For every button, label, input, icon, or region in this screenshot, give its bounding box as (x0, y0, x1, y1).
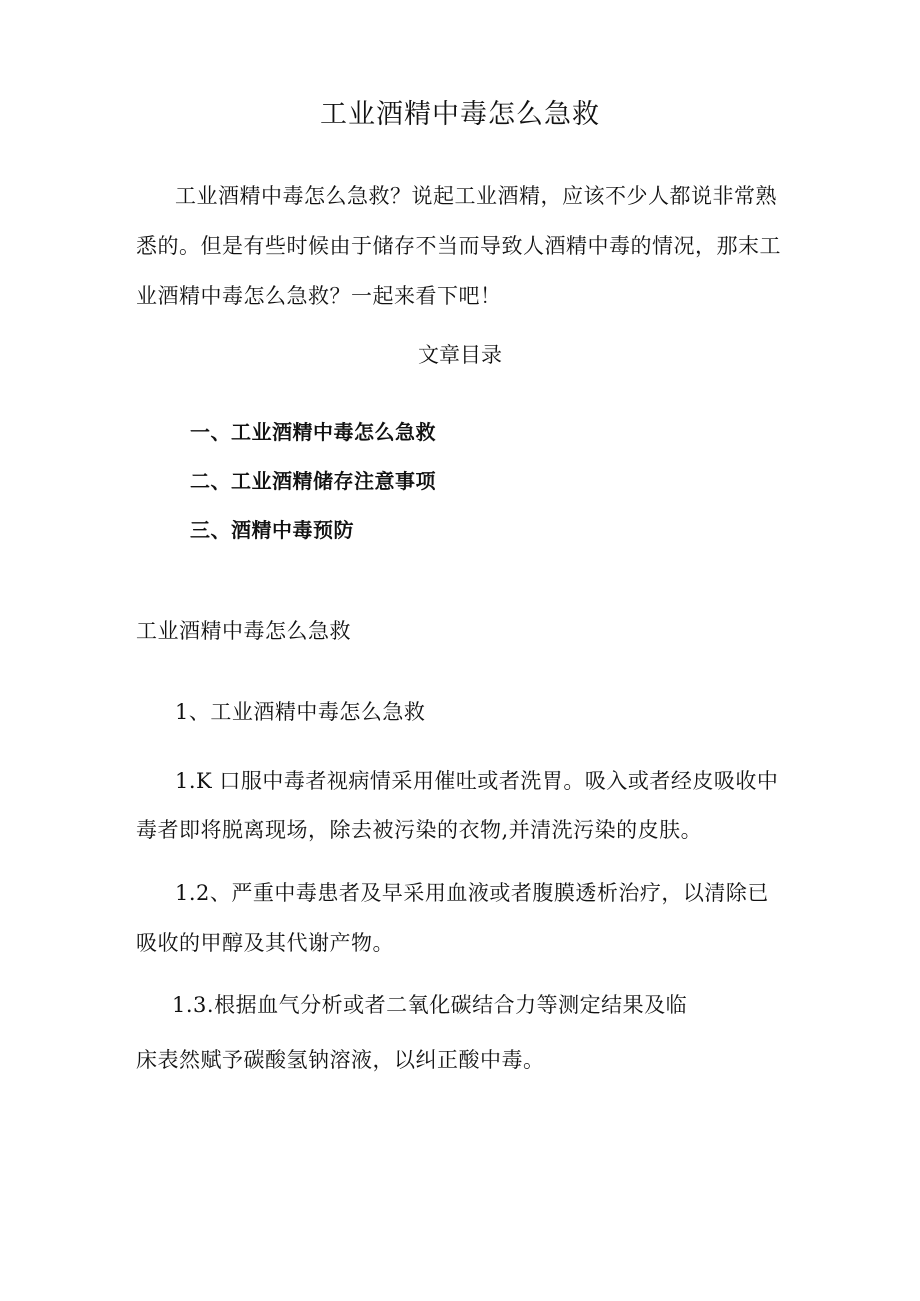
section-heading: 工业酒精中毒怎么急救 (136, 619, 351, 643)
toc-item-1: 一、工业酒精中毒怎么急救 (190, 420, 436, 444)
intro-line-2: 悉的。但是有些时候由于储存不当而导致人酒精中毒的情况，那末工 (136, 234, 781, 258)
paragraph-3-line-1: 1.3.根据血气分析或者二氧化碳结合力等测定结果及临 (172, 993, 688, 1017)
subsection-heading: 1、工业酒精中毒怎么急救 (175, 700, 426, 724)
toc-item-3: 三、酒精中毒预防 (190, 518, 354, 542)
intro-line-1: 工业酒精中毒怎么急救？说起工业酒精，应该不少人都说非常熟 (175, 184, 777, 208)
paragraph-2-line-1: 1.2、严重中毒患者及早采用血液或者腹膜透析治疗，以清除已 (175, 881, 769, 905)
page-title: 工业酒精中毒怎么急救 (320, 99, 600, 130)
paragraph-3-line-2: 床表然赋予碳酸氢钠溶液，以纠正酸中毒。 (136, 1048, 545, 1072)
paragraph-1-line-1: 1.K 口服中毒者视病情采用催吐或者洗胃。吸入或者经皮吸收中 (175, 769, 779, 793)
toc-title: 文章目录 (418, 343, 502, 367)
paragraph-2-line-2: 吸收的甲醇及其代谢产物。 (136, 931, 394, 955)
paragraph-1-line-2: 毒者即将脱离现场，除去被污染的衣物,并清洗污染的皮肤。 (136, 818, 703, 842)
intro-line-3: 业酒精中毒怎么急救？一起来看下吧！ (136, 284, 502, 308)
toc-item-2: 二、工业酒精储存注意事项 (190, 469, 436, 493)
